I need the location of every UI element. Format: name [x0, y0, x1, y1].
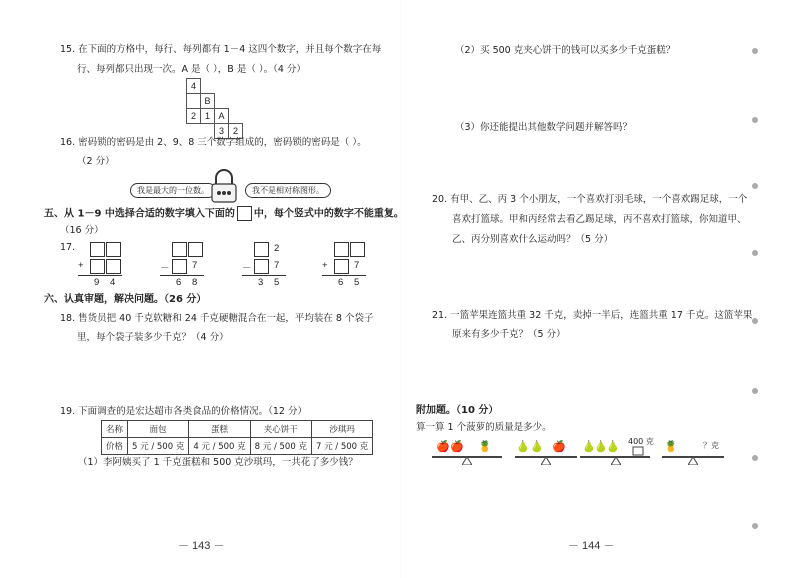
pear-icon: 🍐 [530, 440, 544, 453]
price-table [101, 420, 373, 455]
grid-cell [215, 79, 229, 94]
q19-line1: 19. 下面调查的是宏达超市各类食品的价格情况。（12 分） [60, 406, 307, 417]
binding-hole [752, 523, 758, 529]
digit-box[interactable] [172, 242, 187, 257]
grid-cell: 2 [229, 124, 243, 139]
digit-box[interactable] [254, 259, 269, 274]
grid-cell: A [215, 109, 229, 124]
binding-hole [752, 117, 758, 123]
q18-line2: 里，每个袋子装多少千克？（4 分） [77, 332, 229, 343]
section-5-title-a: 五、从 1－9 中选择合适的数字填入下面的 [44, 208, 235, 220]
sum-line [242, 275, 286, 276]
grid-cell [201, 79, 215, 94]
pear-icon: 🍐 [606, 440, 620, 453]
sum-line [78, 275, 122, 276]
operator: － [160, 263, 170, 274]
binding-hole [752, 48, 758, 54]
digit-box[interactable] [172, 259, 187, 274]
grid-cell [187, 94, 201, 109]
binding-hole [752, 318, 758, 324]
scale-pivot-icon [688, 457, 698, 465]
grid-cell [229, 94, 243, 109]
result-digit: 5 [274, 277, 280, 288]
page-gutter [400, 0, 401, 578]
result-digit: 6 [338, 277, 344, 288]
section-6-title: 六、认真审题，解决问题。（26 分） [44, 294, 207, 305]
page-number-left: － 143 － [178, 540, 225, 552]
digit-box[interactable] [90, 242, 105, 257]
table-cell: 5 元 / 500 克 [128, 438, 189, 455]
scale-pivot-icon [611, 457, 621, 465]
result-digit: 3 [258, 277, 264, 288]
pear-icon: 🍐 [582, 440, 596, 453]
page-number-right: － 144 － [568, 540, 615, 552]
price-table-header [102, 421, 373, 438]
section-5-score: （16 分） [60, 225, 104, 236]
operator: + [78, 260, 84, 271]
apple-icon: 🍎 [436, 440, 450, 453]
result-digit: 9 [94, 277, 100, 288]
table-header-cell: 蛋糕 [189, 421, 250, 438]
digit-box[interactable] [334, 259, 349, 274]
grid-cell [215, 94, 229, 109]
pear-icon: 🍐 [516, 440, 530, 453]
latin-square-grid [186, 78, 243, 139]
padlock-icon [208, 168, 240, 204]
pear-icon: 🍐 [594, 440, 608, 453]
digit-box[interactable] [106, 242, 121, 257]
result-digit: 6 [176, 277, 182, 288]
table-header-cell: 名称 [102, 421, 128, 438]
grid-cell: 2 [187, 109, 201, 124]
lock-hint-left-bubble: 我是最大的一位数。 [130, 183, 216, 198]
digit-box[interactable] [106, 259, 121, 274]
q15-line2: 行、每列都只出现一次。A 是（ ），B 是（ ）。（4 分） [77, 64, 306, 75]
given-digit: 7 [354, 260, 360, 271]
sum-line [322, 275, 366, 276]
digit-box[interactable] [188, 242, 203, 257]
section-5-title-b: 中，每个竖式中的数字不能重复。 [253, 208, 404, 220]
binding-hole [752, 455, 758, 461]
q20-line3: 乙、丙分别喜欢什么运动吗？（5 分） [452, 234, 614, 245]
pineapple-icon: 🍍 [478, 440, 492, 453]
digit-box[interactable] [350, 242, 365, 257]
apple-icon: 🍎 [450, 440, 464, 453]
bonus-line1: 算一算 1 个菠萝的质量是多少。 [416, 422, 552, 433]
operator: + [322, 260, 328, 271]
q20-line1: 20. 有甲、乙、丙 3 个小朋友，一个喜欢打羽毛球，一个喜欢踢足球，一个 [432, 194, 748, 205]
vertical-sum-3 [242, 242, 302, 292]
digit-box[interactable] [334, 242, 349, 257]
result-digit: 5 [354, 277, 360, 288]
grid-cell: 3 [215, 124, 229, 139]
given-digit: 7 [192, 260, 198, 271]
sum-line [160, 275, 204, 276]
answer-box-sample [237, 206, 252, 221]
weight-icon [632, 446, 644, 456]
price-table-row [102, 438, 373, 455]
q18-line1: 18. 售货员把 40 千克软糖和 24 千克硬糖混合在一起，平均装在 8 个袋子 [60, 313, 374, 324]
vertical-sum-1 [78, 242, 138, 292]
grid-cell [229, 109, 243, 124]
q21-line2: 原来有多少千克？（5 分） [452, 329, 566, 340]
table-cell: 4 元 / 500 克 [189, 438, 250, 455]
pineapple-icon: 🍍 [664, 440, 678, 453]
digit-box[interactable] [90, 259, 105, 274]
digit-box[interactable] [254, 242, 269, 257]
scale-pivot-icon [541, 457, 551, 465]
operator: － [242, 263, 252, 274]
grid-cell [229, 79, 243, 94]
given-digit: 7 [274, 260, 280, 271]
q16-line2: （2 分） [77, 156, 115, 167]
q20-line2: 喜欢打篮球。甲和丙经常去看乙踢足球，丙不喜欢打篮球，你知道甲、 [452, 214, 747, 225]
q19-sub1: （1）李阿姨买了 1 千克蛋糕和 500 克沙琪玛，一共花了多少钱？ [78, 457, 358, 468]
result-digit: 8 [192, 277, 198, 288]
given-digit: 2 [274, 243, 280, 254]
table-header-cell: 沙琪玛 [311, 421, 372, 438]
vertical-sum-4 [322, 242, 382, 292]
weight-label: 400 克 [628, 437, 654, 446]
grid-cell: B [201, 94, 215, 109]
unknown-weight-label: ？克 [703, 441, 719, 450]
q21-line1: 21. 一篮苹果连篮共重 32 千克，卖掉一半后，连篮共重 17 千克。这篮苹果 [432, 310, 753, 321]
binding-hole [752, 250, 758, 256]
table-header-cell: 夹心饼干 [250, 421, 311, 438]
grid-cell: 1 [201, 109, 215, 124]
grid-cell: 4 [187, 79, 201, 94]
q19-sub2: （2）买 500 克夹心饼干的钱可以买多少千克蛋糕？ [455, 45, 676, 56]
q16-line1: 16. 密码锁的密码是由 2、9、8 三个数字组成的，密码锁的密码是（ ）。 [60, 137, 367, 148]
table-header-cell: 面包 [128, 421, 189, 438]
apple-icon: 🍎 [552, 440, 566, 453]
table-cell: 8 元 / 500 克 [250, 438, 311, 455]
result-digit: 4 [110, 277, 116, 288]
vertical-sum-2 [160, 242, 220, 292]
q15-line1: 15. 在下面的方格中，每行、每列都有 1－4 这四个数字，并且每个数字在每 [60, 44, 382, 55]
binding-hole [752, 183, 758, 189]
scale-pivot-icon [462, 457, 472, 465]
lock-hint-right-bubble: 我不是相对称图形。 [245, 183, 331, 198]
table-row-label: 价格 [102, 438, 128, 455]
q19-sub3: （3）你还能提出其他数学问题并解答吗？ [455, 122, 633, 133]
q17-label: 17. [60, 242, 76, 253]
binding-hole [752, 388, 758, 394]
table-cell: 7 元 / 500 克 [311, 438, 372, 455]
section-5-title [44, 206, 404, 223]
bonus-title: 附加题。（10 分） [416, 405, 499, 416]
